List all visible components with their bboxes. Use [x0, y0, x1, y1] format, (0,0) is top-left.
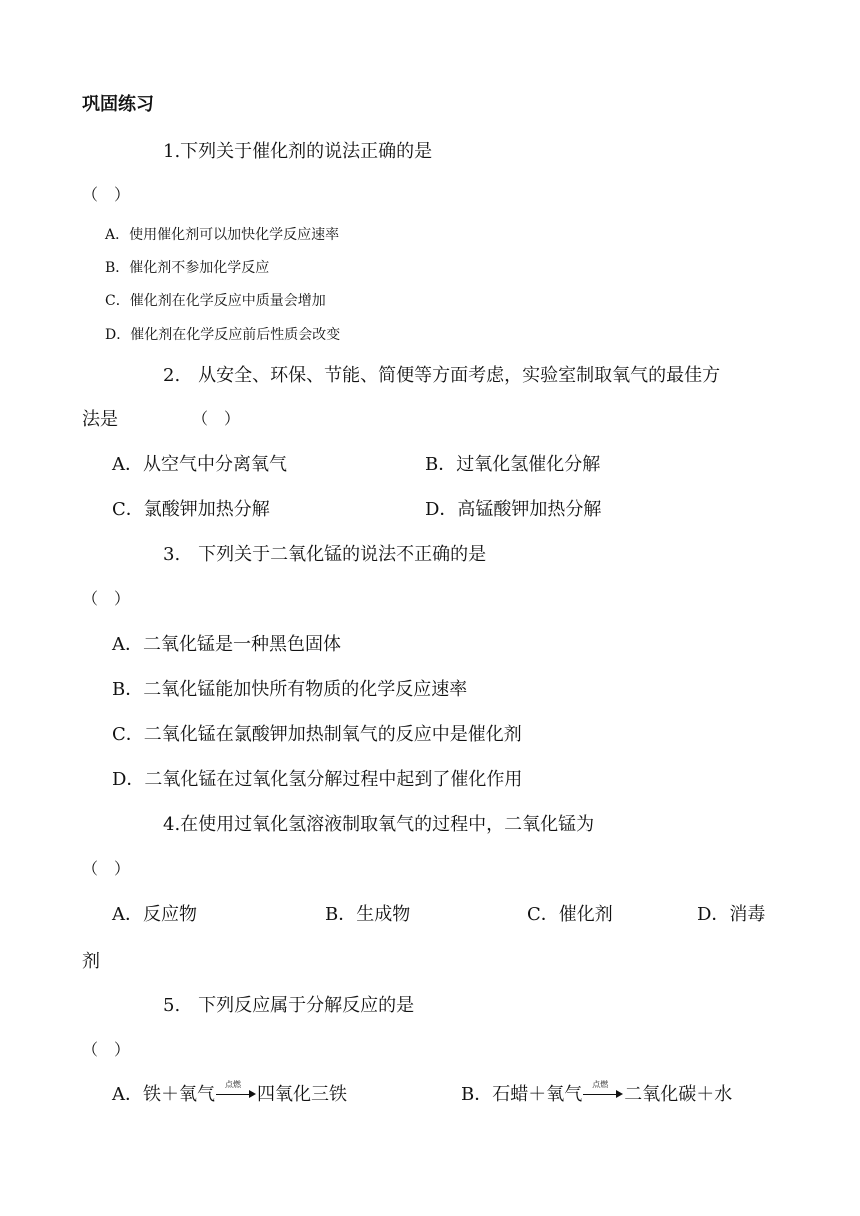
question-4-option-b: B．生成物 [325, 904, 411, 925]
question-2-option-b: B．过氧化氢催化分解 [425, 454, 601, 475]
question-4-option-a: A．反应物 [112, 904, 197, 925]
question-1-option-a: A．使用催化剂可以加快化学反应速率 [105, 227, 340, 243]
question-5-stem: 5. 下列反应属于分解反应的是 [163, 995, 415, 1016]
question-3-answer-blank: （ ） [82, 589, 131, 608]
question-2-stem-line-2: 法是 [82, 409, 118, 430]
question-4-answer-blank: （ ） [82, 859, 131, 878]
question-1-stem: 1.下列关于催化剂的说法正确的是 [163, 141, 433, 162]
reaction-b-condition: 点燃 [592, 1080, 609, 1089]
question-2-option-d: D．高锰酸钾加热分解 [425, 499, 602, 520]
question-5-option-a [112, 1080, 347, 1105]
reaction-arrow-icon [583, 1080, 623, 1100]
question-2-stem-line-1: 2. 从安全、环保、节能、简便等方面考虑，实验室制取氧气的最佳方 [163, 365, 721, 386]
reaction-a-condition: 点燃 [225, 1080, 241, 1089]
question-2-option-a: A．从空气中分离氧气 [112, 454, 287, 475]
question-4-option-d: D．消毒 [697, 904, 766, 925]
question-1-answer-blank: （ ） [82, 185, 131, 204]
reaction-arrow-icon [216, 1080, 256, 1100]
reaction-a-reactants: A．铁＋氧气 [112, 1084, 215, 1105]
question-3-option-c: C．二氧化锰在氯酸钾加热制氧气的反应中是催化剂 [112, 724, 522, 745]
question-4-option-c: C．催化剂 [527, 904, 613, 925]
reaction-b-reactants: B．石蜡＋氧气 [461, 1084, 583, 1105]
question-5-answer-blank: （ ） [82, 1040, 131, 1059]
question-1-option-b: B．催化剂不参加化学反应 [105, 260, 270, 276]
question-5-option-b [461, 1080, 733, 1105]
question-1-option-d: D．催化剂在化学反应前后性质会改变 [105, 327, 341, 343]
question-1-option-c: C．催化剂在化学反应中质量会增加 [105, 293, 326, 309]
section-title: 巩固练习 [82, 94, 154, 115]
reaction-a-product: 四氧化三铁 [257, 1084, 347, 1105]
question-4-stem: 4.在使用过氧化氢溶液制取氧气的过程中，二氧化锰为 [163, 814, 595, 835]
question-3-stem: 3. 下列关于二氧化锰的说法不正确的是 [163, 544, 487, 565]
reaction-b-product: 二氧化碳＋水 [624, 1084, 733, 1105]
question-3-option-b: B．二氧化锰能加快所有物质的化学反应速率 [112, 679, 468, 700]
question-4-option-d-wrap: 剂 [82, 951, 100, 972]
question-2-option-c: C．氯酸钾加热分解 [112, 499, 270, 520]
question-2-answer-blank: （ ） [192, 409, 241, 428]
question-3-option-a: A．二氧化锰是一种黑色固体 [112, 634, 341, 655]
question-3-option-d: D．二氧化锰在过氧化氢分解过程中起到了催化作用 [112, 769, 523, 790]
